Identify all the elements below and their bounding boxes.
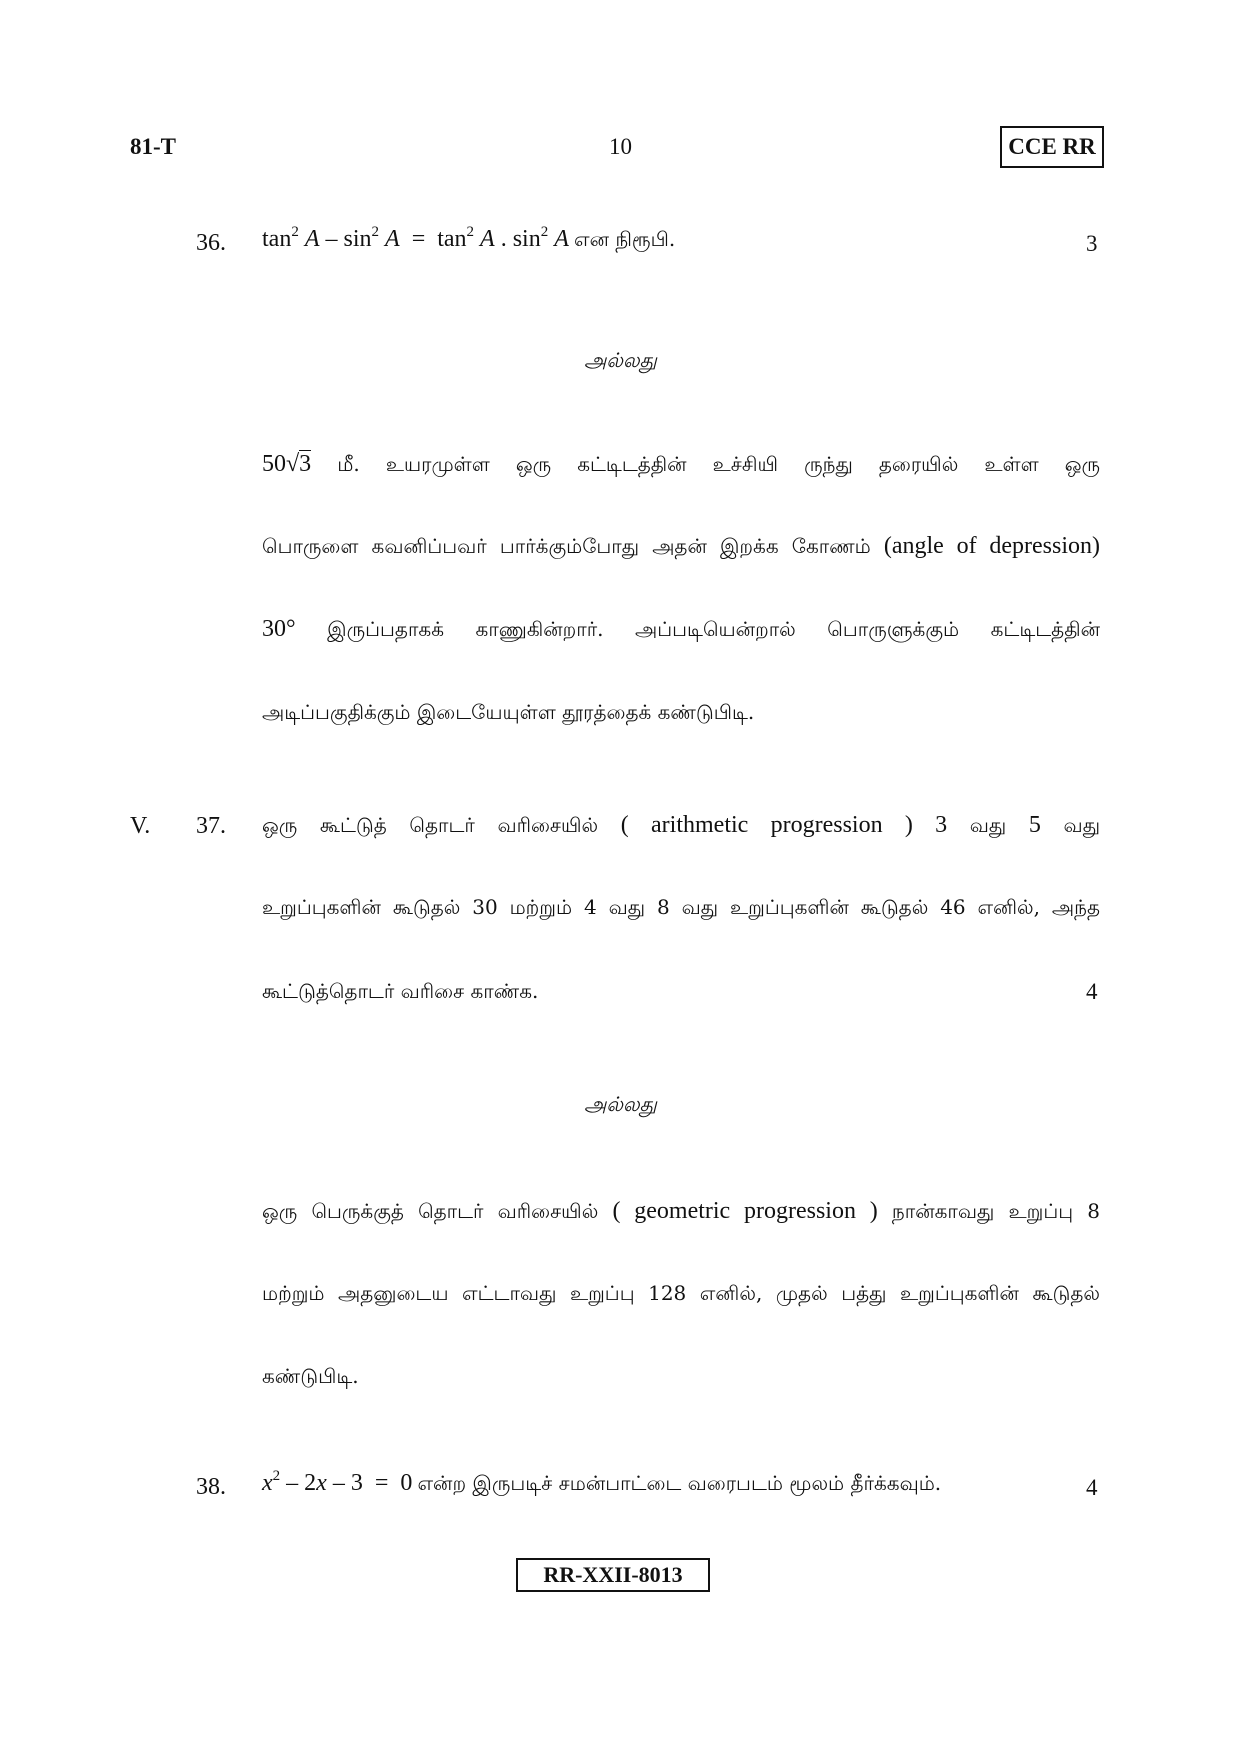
question-36-text: என நிரூபி. xyxy=(574,227,676,251)
question-36-marks: 3 xyxy=(1086,231,1098,256)
quadratic-equation: $x^2 - 2x - 3 = 0$ xyxy=(262,1468,413,1496)
question-37-marks: 4 xyxy=(1086,979,1098,1004)
or-label-37: அல்லது xyxy=(584,1092,657,1116)
question-38-statement: $x^2 - 2x - 3 = 0$ என்ற இருபடிச் சமன்பாட்டை வரைபடம் மூலம் தீர்க்கவும். xyxy=(262,1468,942,1496)
q37-line-2: உறுப்புகளின் கூடுதல் 30 மற்றும் 4 வது 8 வது உறுப்புகளின் கூடுதல் 46 எனில், அந்த xyxy=(262,895,1100,919)
question-38-marks: 4 xyxy=(1086,1475,1098,1500)
q37-line-3: கூட்டுத்தொடர் வரிசை காண்க. xyxy=(262,979,539,1003)
section-label: V. xyxy=(130,813,151,839)
page-number: 10 xyxy=(609,134,632,159)
q36-alt-line-4: அடிப்பகுதிக்கும் இடையேயுள்ள தூரத்தைக் கண்டுபிடி. xyxy=(262,700,755,724)
q36-alt-line-3: 30° இருப்பதாகக் காணுகின்றார். அப்படியென்றால் பொருளுக்கும் கட்டிடத்தின் xyxy=(262,616,1100,642)
question-37-number: 37. xyxy=(196,813,226,839)
q36-alt-line-2: பொருளை கவனிப்பவர் பார்க்கும்போது அதன் இறக்க கோணம் (angle of depression) xyxy=(262,533,1100,559)
q37-line-1: ஒரு கூட்டுத் தொடர் வரிசையில் ( arithmetic progression ) 3 வது 5 வது xyxy=(262,812,1101,838)
q37-alt-line-2: மற்றும் அதனுடைய எட்டாவது உறுப்பு 128 எனில், முதல் பத்து உறுப்புகளின் கூடுதல் xyxy=(262,1281,1100,1305)
question-36-number: 36. xyxy=(196,230,226,256)
question-38-number: 38. xyxy=(196,1474,226,1500)
identity-formula: $\tan^2 A - \sin^2 A = \tan^2 A$ . $\sin^2 A$ xyxy=(262,224,569,252)
building-height: 50√3 xyxy=(262,451,312,477)
q37-alt-line-3: கண்டுபிடி. xyxy=(262,1364,359,1388)
or-label-36: அல்லது xyxy=(584,348,657,372)
series-box: CCE RR xyxy=(1000,126,1104,168)
q36-alt-line-1: 50√3 மீ. உயரமுள்ள ஒரு கட்டிடத்தின் உச்சியி ருந்து தரையில் உள்ள ஒரு xyxy=(262,451,1100,477)
footer-code-box: RR-XXII-8013 xyxy=(516,1558,710,1592)
question-36-statement xyxy=(262,226,675,254)
q37-alt-line-1: ஒரு பெருக்குத் தொடர் வரிசையில் ( geometric progression ) நான்காவது உறுப்பு 8 xyxy=(262,1198,1100,1224)
paper-code: 81-T xyxy=(130,134,176,159)
